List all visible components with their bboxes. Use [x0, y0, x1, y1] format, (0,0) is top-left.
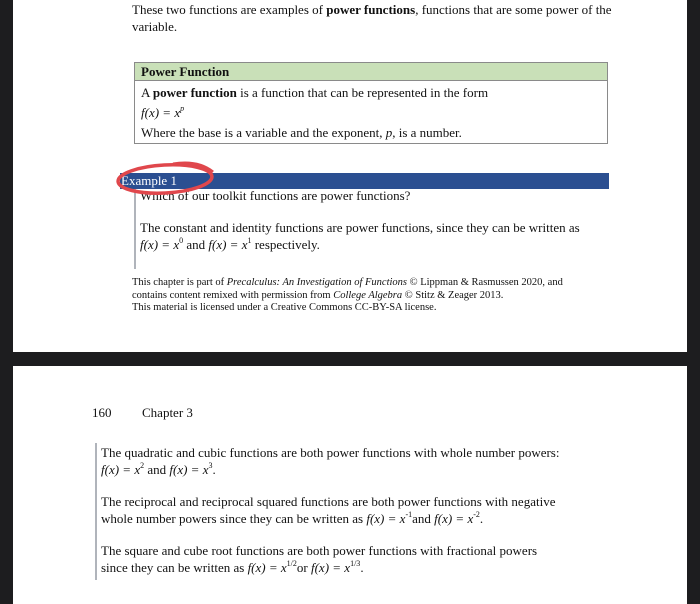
answer-tail: respectively.	[251, 236, 320, 252]
example-side-rule	[134, 189, 136, 269]
exponent: -2	[473, 509, 480, 519]
exponent: 3	[208, 460, 213, 470]
example-question: Which of our toolkit functions are power functions?	[140, 188, 411, 203]
example-label: Example 1	[121, 173, 177, 188]
conjunction: and	[183, 236, 209, 252]
exponent: 0	[179, 235, 184, 245]
paragraph-text: The quadratic and cubic functions are both power functions with whole number powers:	[101, 445, 560, 460]
paragraph-text: The reciprocal and reciprocal squared functions are both power functions with negative	[101, 494, 556, 509]
formula: f(x) = x	[101, 461, 141, 477]
footer-text: © Stitz & Zeager 2013.	[402, 289, 504, 301]
exponent: 1	[247, 235, 252, 245]
conjunction: and	[144, 461, 170, 477]
formula: f(x) = x	[310, 559, 351, 575]
paragraph-roots	[101, 543, 601, 576]
def-text-end: is a function that can be represented in the form	[236, 85, 489, 100]
formula-exponent: p	[180, 104, 185, 113]
exponent: 1/2	[286, 558, 297, 568]
intro-bold-term: power functions	[326, 2, 416, 17]
definition-box	[134, 62, 608, 144]
paragraph-text: whole number powers since they can be written as	[101, 510, 367, 526]
exponent: 2	[140, 460, 145, 470]
intro-text: These two functions are examples of	[132, 2, 327, 17]
formula: f(x) = x	[247, 559, 287, 575]
conjunction: and	[412, 510, 435, 526]
document-page-1	[13, 0, 687, 352]
definition-formula	[141, 103, 601, 123]
formula: f(x) = x	[366, 510, 406, 526]
formula: f(x) = x	[208, 236, 248, 252]
chapter-heading: Chapter 3	[142, 405, 193, 420]
formula: f(x) = x	[140, 236, 180, 252]
paragraph-quadratic-cubic	[101, 445, 601, 478]
period: .	[212, 461, 216, 477]
footer-text: This chapter is part of	[132, 277, 227, 288]
intro-text-end: , functions that are some power of the variable.	[132, 2, 612, 34]
footer-book-title: College Algebra	[333, 289, 403, 301]
example-answer	[140, 220, 610, 253]
answer-text: The constant and identity functions are power functions, since they can be written as	[140, 220, 580, 235]
page-number: 160	[92, 405, 112, 420]
conjunction: or	[296, 559, 311, 575]
example-side-rule	[95, 443, 97, 580]
formula: f(x) = x	[169, 461, 209, 477]
def-text: A	[141, 85, 153, 100]
exponent: -1	[405, 509, 413, 519]
note-text-end: , is a number.	[392, 125, 462, 140]
footer-book-title: Precalculus: An Investigation of Functions	[226, 277, 407, 288]
note-text: Where the base is a variable and the exponent,	[141, 125, 386, 140]
paragraph-text: since they can be written as	[101, 559, 248, 575]
period: .	[479, 510, 484, 526]
exponent: 1/3	[350, 558, 361, 568]
footer-text: © Lippman & Rasmussen 2020, and	[406, 277, 563, 288]
intro-paragraph	[132, 2, 612, 35]
def-bold: power function	[152, 85, 237, 100]
note-var: p	[385, 125, 393, 140]
definition-title: Power Function	[135, 63, 607, 81]
license-footer	[132, 277, 612, 315]
definition-note	[141, 123, 601, 143]
paragraph-text: The square and cube root functions are both power functions with fractional powers	[101, 543, 538, 558]
footer-text: contains content remixed with permission from	[132, 289, 334, 301]
formula: f(x) = x	[434, 510, 474, 526]
paragraph-reciprocal	[101, 494, 601, 527]
definition-line	[141, 83, 601, 103]
formula-base: f(x) = x	[141, 105, 181, 120]
footer-license: This material is licensed under a Creative Commons CC-BY-SA license.	[132, 302, 437, 313]
document-page-2	[13, 366, 687, 604]
red-circle-annotation	[113, 158, 225, 200]
period: .	[360, 559, 364, 575]
